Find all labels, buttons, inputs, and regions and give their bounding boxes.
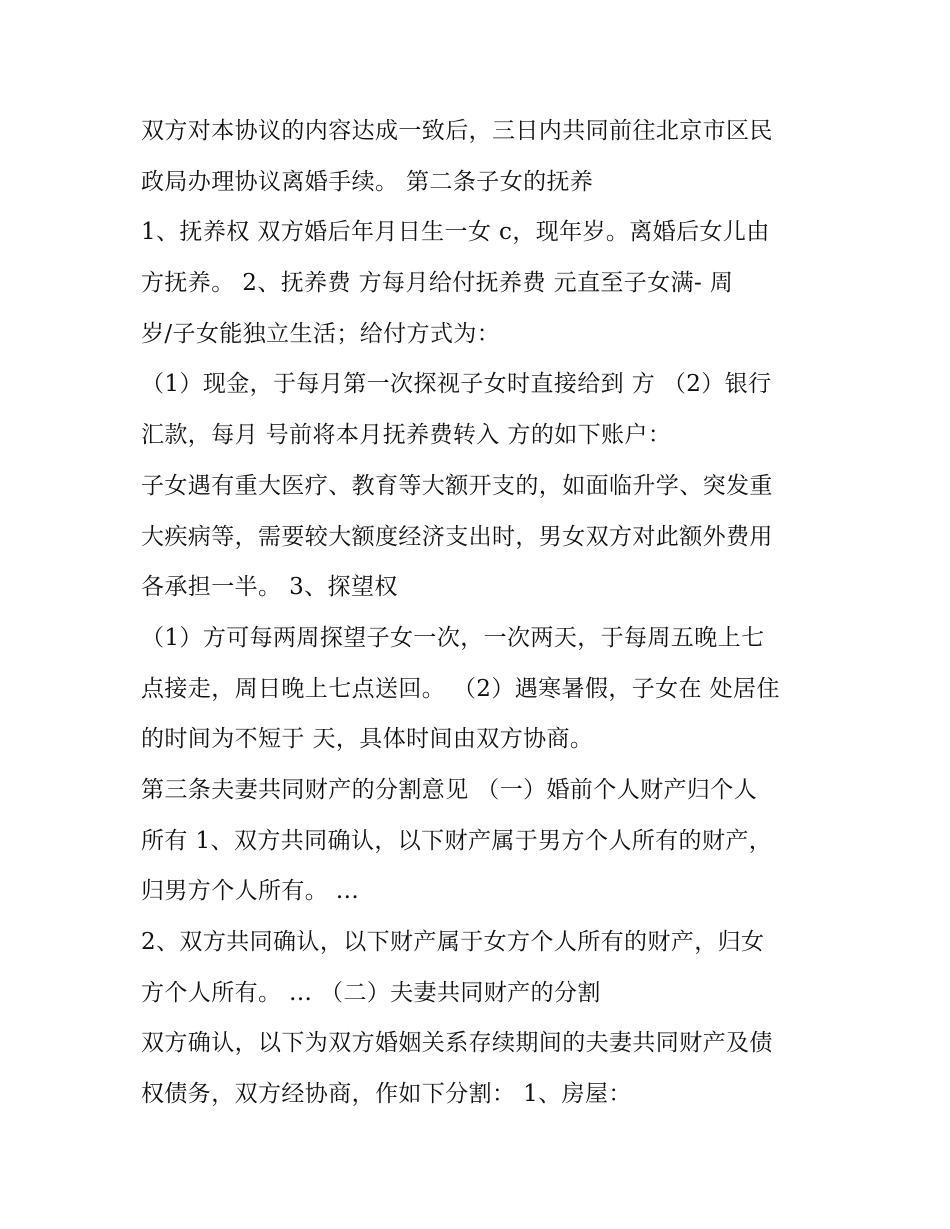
text-line: 子女遇有重大医疗、教育等大额开支的，如面临升学、突发重 [141,472,773,499]
text-line: 双方确认，以下为双方婚姻关系存续期间的夫妻共同财产及债 [141,1030,773,1057]
text-line: 1、抚养权 双方婚后年月日生一女 c，现年岁。离婚后女儿由 [141,219,770,246]
text-line: 点接走，周日晚上七点送回。 （2）遇寒暑假，子女在 处居住 [141,675,780,702]
text-line: 的时间为不短于 天，具体时间由双方协商。 [141,726,594,753]
text-line: 权债务，双方经协商，作如下分割： 1、房屋： [141,1081,632,1108]
text-line: （1）现金，于每月第一次探视子女时直接给到 方 （2）银行 [141,371,772,398]
text-line: 政局办理协议离婚手续。 第二条子女的抚养 [141,168,594,195]
text-line: （1）方可每两周探望子女一次，一次两天，于每周五晚上七 [141,624,765,651]
text-line: 方个人所有。 ... （二）夫妻共同财产的分割 [141,979,601,1006]
text-line: 2、双方共同确认，以下财产属于女方个人所有的财产，归女 [141,929,765,955]
text-line: 岁/子女能独立生活；给付方式为： [141,320,501,347]
text-line: 双方对本协议的内容达成一致后，三日内共同前往北京市区民 [141,118,773,144]
text-line: 第三条夫妻共同财产的分割意见 （一）婚前个人财产归个人 [141,776,758,803]
text-line: 各承担一半。 3、探望权 [141,574,398,601]
text-line: 大疾病等，需要较大额度经济支出时，男女双方对此额外费用 [141,523,773,550]
text-line: 归男方个人所有。 ... [141,878,360,905]
document-body [141,106,821,1120]
text-line: 所有 1、双方共同确认，以下财产属于男方个人所有的财产， [141,827,773,854]
text-line: 汇款，每月 号前将本月抚养费转入 方的如下账户： [141,422,672,449]
text-line: 方抚养。 2、抚养费 方每月给付抚养费 元直至子女满- 周 [141,270,734,297]
